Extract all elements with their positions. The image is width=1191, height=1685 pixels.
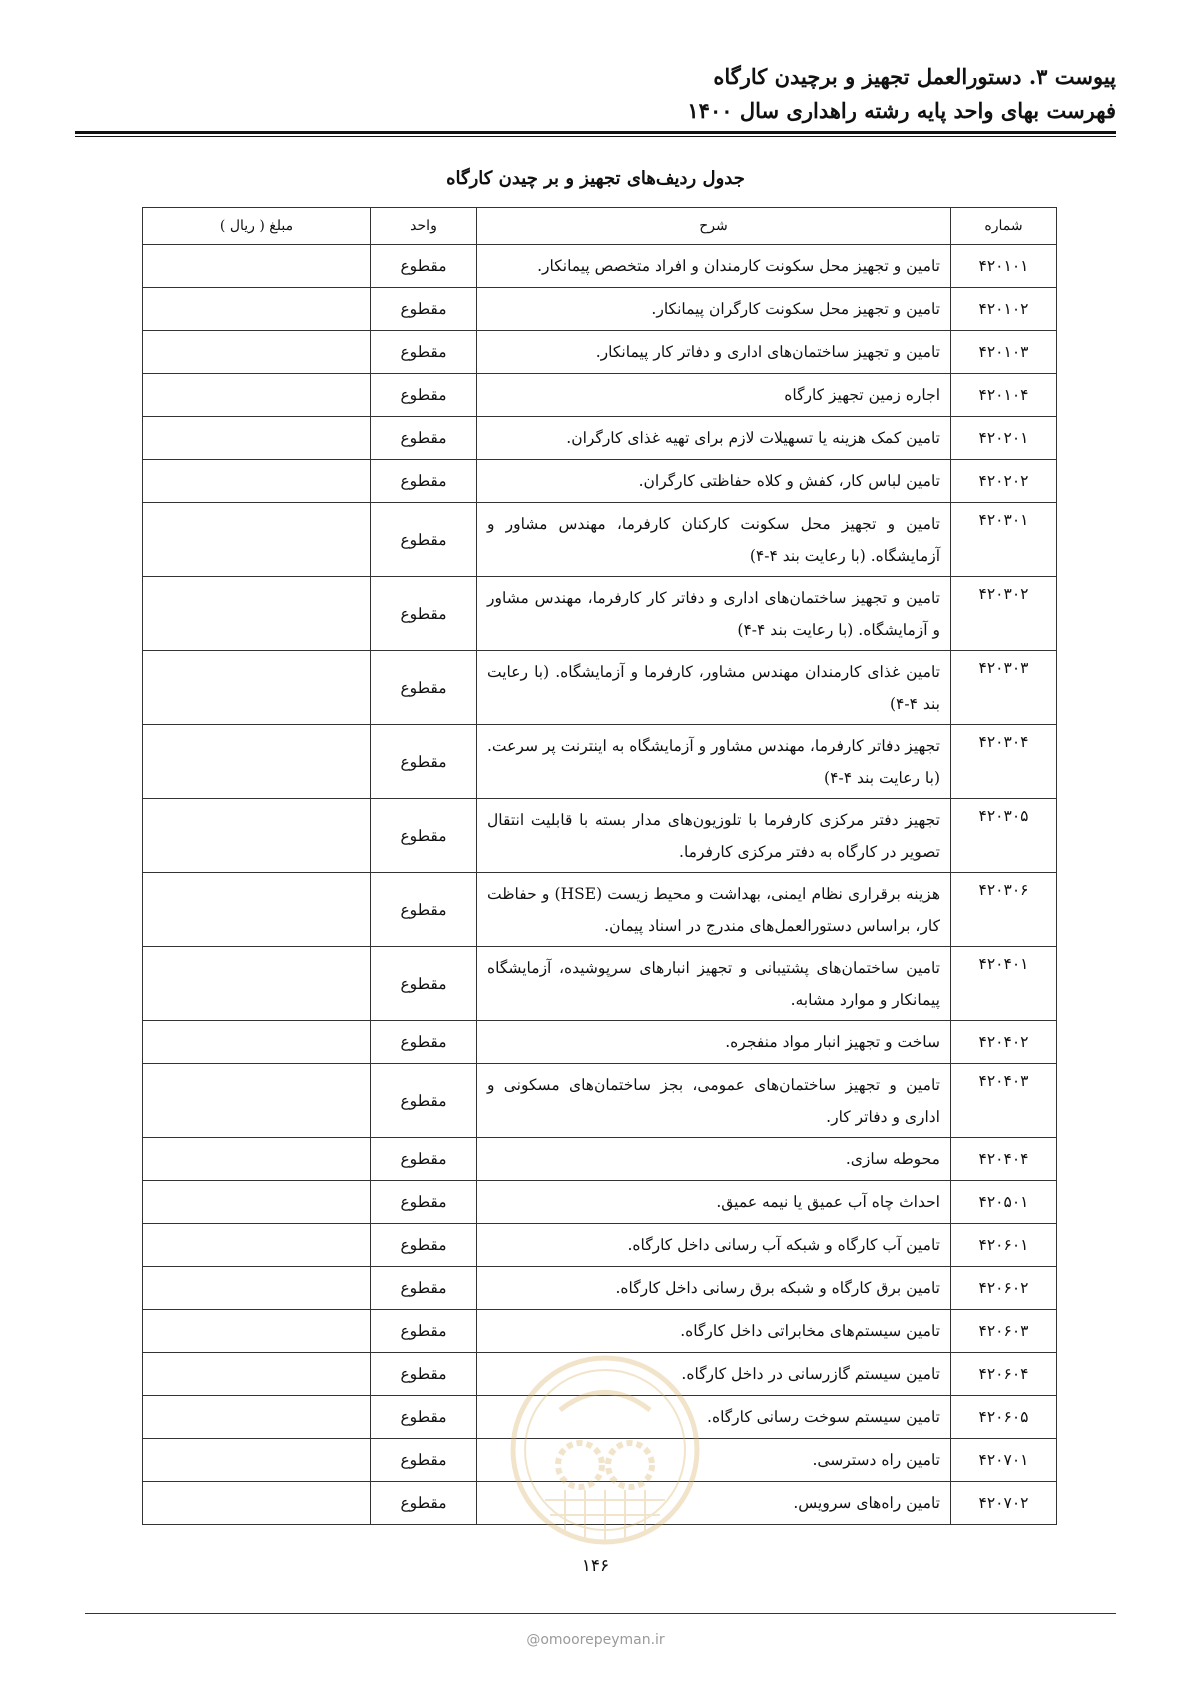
item-amount <box>143 1353 371 1396</box>
table-row <box>143 503 1057 577</box>
table-row <box>143 873 1057 947</box>
table-row <box>143 1181 1057 1224</box>
table-body <box>143 245 1057 1525</box>
item-unit: مقطوع <box>371 799 477 873</box>
table-row <box>143 1224 1057 1267</box>
item-code: ۴۲۰۶۰۳ <box>951 1310 1057 1353</box>
item-amount <box>143 417 371 460</box>
item-description: تامین و تجهیز ساختمان‌های عمومی، بجز ساختمان‌های مسکونی و اداری و دفاتر کار. <box>477 1064 951 1138</box>
table-row <box>143 1267 1057 1310</box>
table-row <box>143 799 1057 873</box>
item-description: تامین راه‌های سرویس. <box>477 1482 951 1525</box>
item-unit: مقطوع <box>371 577 477 651</box>
item-code: ۴۲۰۶۰۲ <box>951 1267 1057 1310</box>
page-header <box>687 60 1116 128</box>
column-header-amount: مبلغ ( ریال ) <box>143 208 371 245</box>
item-unit: مقطوع <box>371 460 477 503</box>
item-unit: مقطوع <box>371 1353 477 1396</box>
item-description: تامین آب کارگاه و شبکه آب رسانی داخل کارگاه. <box>477 1224 951 1267</box>
item-description: تامین و تجهیز ساختمان‌های اداری و دفاتر کار پیمانکار. <box>477 331 951 374</box>
item-code: ۴۲۰۶۰۵ <box>951 1396 1057 1439</box>
item-description: تامین برق کارگاه و شبکه برق رسانی داخل کارگاه. <box>477 1267 951 1310</box>
item-description: تجهیز دفتر مرکزی کارفرما با تلوزیون‌های مدار بسته با قابلیت انتقال تصویر در کارگاه به دفتر مرکزی کارفرما. <box>477 799 951 873</box>
item-unit: مقطوع <box>371 1310 477 1353</box>
item-amount <box>143 1138 371 1181</box>
item-description: اجاره زمین تجهیز کارگاه <box>477 374 951 417</box>
item-description: ساخت و تجهیز انبار مواد منفجره. <box>477 1021 951 1064</box>
header-document-title: فهرست بهای واحد پایه رشته راهداری سال ۱۴۰۰ <box>687 98 1116 123</box>
item-description: تامین سیستم سوخت رسانی کارگاه. <box>477 1396 951 1439</box>
item-description: تامین ساختمان‌های پشتیبانی و تجهیز انبارهای سرپوشیده، آزمایشگاه پیمانکار و موارد مشابه. <box>477 947 951 1021</box>
item-code: ۴۲۰۳۰۱ <box>951 503 1057 577</box>
page-number: ۱۴۶ <box>581 1556 610 1576</box>
header-divider-thick <box>75 131 1116 134</box>
item-amount <box>143 1181 371 1224</box>
table-row <box>143 374 1057 417</box>
item-description: تامین و تجهیز ساختمان‌های اداری و دفاتر کار کارفرما، مهندس مشاور و آزمایشگاه. (با رعایت بند ۴-۴) <box>477 577 951 651</box>
item-code: ۴۲۰۶۰۴ <box>951 1353 1057 1396</box>
item-unit: مقطوع <box>371 374 477 417</box>
table-row <box>143 331 1057 374</box>
item-code: ۴۲۰۱۰۲ <box>951 288 1057 331</box>
table-row <box>143 1064 1057 1138</box>
item-code: ۴۲۰۳۰۶ <box>951 873 1057 947</box>
item-code: ۴۲۰۴۰۱ <box>951 947 1057 1021</box>
table-row <box>143 288 1057 331</box>
item-unit: مقطوع <box>371 1396 477 1439</box>
item-code: ۴۲۰۳۰۵ <box>951 799 1057 873</box>
table-row <box>143 1021 1057 1064</box>
column-header-description: شرح <box>477 208 951 245</box>
item-amount <box>143 503 371 577</box>
item-amount <box>143 947 371 1021</box>
item-unit: مقطوع <box>371 1021 477 1064</box>
table-row <box>143 245 1057 288</box>
table-row <box>143 1396 1057 1439</box>
item-description: تامین و تجهیز محل سکونت کارکنان کارفرما، مهندس مشاور و آزمایشگاه. (با رعایت بند ۴-۴) <box>477 503 951 577</box>
item-amount <box>143 1021 371 1064</box>
table-row <box>143 417 1057 460</box>
item-code: ۴۲۰۱۰۴ <box>951 374 1057 417</box>
item-code: ۴۲۰۵۰۱ <box>951 1181 1057 1224</box>
item-amount <box>143 799 371 873</box>
item-description: تامین غذای کارمندان مهندس مشاور، کارفرما و آزمایشگاه. (با رعایت بند ۴-۴) <box>477 651 951 725</box>
item-amount <box>143 245 371 288</box>
item-code: ۴۲۰۶۰۱ <box>951 1224 1057 1267</box>
table-row <box>143 947 1057 1021</box>
item-amount <box>143 1310 371 1353</box>
item-description: تامین کمک هزینه یا تسهیلات لازم برای تهیه غذای کارگران. <box>477 417 951 460</box>
item-unit: مقطوع <box>371 1138 477 1181</box>
item-description: تامین و تجهیز محل سکونت کارمندان و افراد متخصص پیمانکار. <box>477 245 951 288</box>
item-amount <box>143 331 371 374</box>
item-code: ۴۲۰۲۰۱ <box>951 417 1057 460</box>
item-amount <box>143 1396 371 1439</box>
table-row <box>143 1482 1057 1525</box>
item-description: احداث چاه آب عمیق یا نیمه عمیق. <box>477 1181 951 1224</box>
item-amount <box>143 460 371 503</box>
item-unit: مقطوع <box>371 947 477 1021</box>
item-description: محوطه سازی. <box>477 1138 951 1181</box>
item-unit: مقطوع <box>371 245 477 288</box>
item-amount <box>143 725 371 799</box>
item-code: ۴۲۰۴۰۳ <box>951 1064 1057 1138</box>
item-unit: مقطوع <box>371 1224 477 1267</box>
item-amount <box>143 577 371 651</box>
item-unit: مقطوع <box>371 1267 477 1310</box>
item-unit: مقطوع <box>371 873 477 947</box>
table-row <box>143 460 1057 503</box>
item-description: تامین و تجهیز محل سکونت کارگران پیمانکار. <box>477 288 951 331</box>
item-unit: مقطوع <box>371 725 477 799</box>
table-header-row <box>143 208 1057 245</box>
item-amount <box>143 1267 371 1310</box>
item-unit: مقطوع <box>371 503 477 577</box>
item-amount <box>143 651 371 725</box>
item-description: تامین لباس کار، کفش و کلاه حفاظتی کارگران. <box>477 460 951 503</box>
item-amount <box>143 288 371 331</box>
item-code: ۴۲۰۳۰۲ <box>951 577 1057 651</box>
item-amount <box>143 1482 371 1525</box>
item-code: ۴۲۰۴۰۴ <box>951 1138 1057 1181</box>
item-unit: مقطوع <box>371 417 477 460</box>
item-unit: مقطوع <box>371 1064 477 1138</box>
table-row <box>143 1138 1057 1181</box>
item-amount <box>143 873 371 947</box>
item-unit: مقطوع <box>371 1439 477 1482</box>
item-code: ۴۲۰۷۰۲ <box>951 1482 1057 1525</box>
table-row <box>143 725 1057 799</box>
item-description: تامین سیستم گازرسانی در داخل کارگاه. <box>477 1353 951 1396</box>
item-unit: مقطوع <box>371 331 477 374</box>
header-appendix-title: پیوست ۳. دستورالعمل تجهیز و برچیدن کارگاه <box>713 64 1116 89</box>
table-row <box>143 577 1057 651</box>
column-header-number: شماره <box>951 208 1057 245</box>
item-unit: مقطوع <box>371 1482 477 1525</box>
item-code: ۴۲۰۳۰۳ <box>951 651 1057 725</box>
item-code: ۴۲۰۴۰۲ <box>951 1021 1057 1064</box>
item-description: تامین سیستم‌های مخابراتی داخل کارگاه. <box>477 1310 951 1353</box>
table-row <box>143 651 1057 725</box>
item-amount <box>143 1064 371 1138</box>
item-amount <box>143 374 371 417</box>
item-unit: مقطوع <box>371 288 477 331</box>
table-row <box>143 1439 1057 1482</box>
item-amount <box>143 1224 371 1267</box>
items-table <box>142 207 1057 1525</box>
item-code: ۴۲۰۱۰۳ <box>951 331 1057 374</box>
item-unit: مقطوع <box>371 1181 477 1224</box>
footer-divider <box>85 1613 1116 1614</box>
item-code: ۴۲۰۲۰۲ <box>951 460 1057 503</box>
item-code: ۴۲۰۳۰۴ <box>951 725 1057 799</box>
table-row <box>143 1310 1057 1353</box>
item-description: تجهیز دفاتر کارفرما، مهندس مشاور و آزمایشگاه به اینترنت پر سرعت. (با رعایت بند ۴-۴) <box>477 725 951 799</box>
item-amount <box>143 1439 371 1482</box>
column-header-unit: واحد <box>371 208 477 245</box>
watermark-site: @omoorepeyman.ir <box>526 1632 665 1648</box>
item-unit: مقطوع <box>371 651 477 725</box>
table-title: جدول ردیف‌های تجهیز و بر چیدن کارگاه <box>446 168 745 189</box>
item-description: هزینه برقراری نظام ایمنی، بهداشت و محیط زیست (HSE) و حفاظت کار، براساس دستورالعمل‌های مندرج در اسناد پیمان. <box>477 873 951 947</box>
item-code: ۴۲۰۱۰۱ <box>951 245 1057 288</box>
header-divider-thin <box>75 136 1116 137</box>
table-row <box>143 1353 1057 1396</box>
item-description: تامین راه دسترسی. <box>477 1439 951 1482</box>
item-code: ۴۲۰۷۰۱ <box>951 1439 1057 1482</box>
